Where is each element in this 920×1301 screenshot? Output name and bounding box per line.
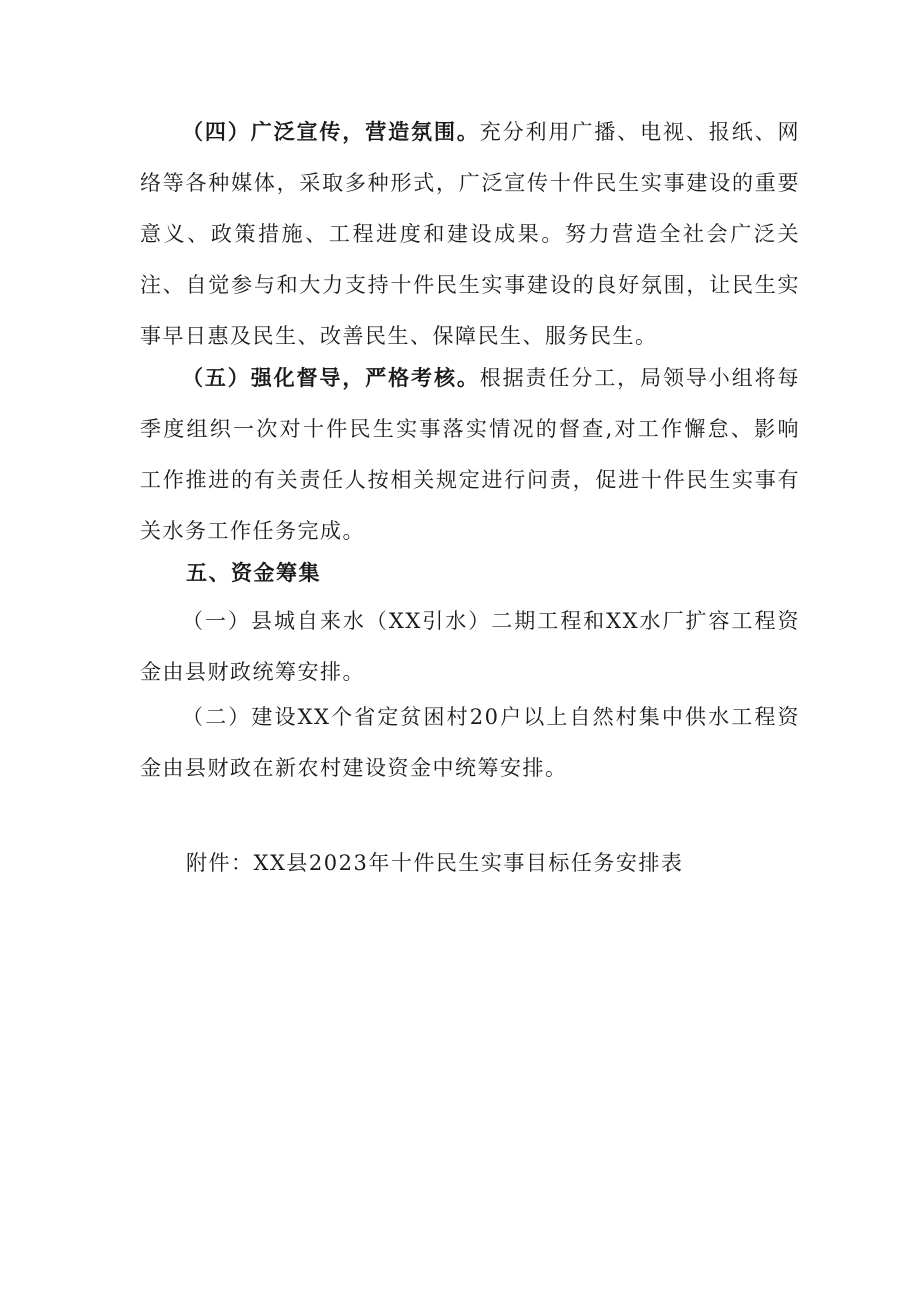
attachment-note: 附件：XX县2023年十件民生实事目标任务安排表 — [186, 851, 684, 875]
paragraph-lead: （四）广泛宣传，营造氛围。 — [182, 119, 480, 144]
paragraph-lead: （五）强化督导，严格考核。 — [182, 365, 480, 390]
paragraph-body: 充分利用广播、电视、报纸、网络等各种媒体，采取多种形式，广泛宣传十件民生实事建设的重要意义、政策措施、工程进度和建设成果。努力营造全社会广泛关注、自觉参与和大力支持十件民生实事建设的良好氛围，让民生实事早日惠及民生、改善民生、保障民生、服务民生。 — [140, 120, 800, 348]
paragraph-body: 根据责任分工，局领导小组将每季度组织一次对十件民生实事落实情况的督查,对工作懈怠、影响工作推进的有关责任人按相关规定进行问责，促进十件民生实事有关水务工作任务完成。 — [140, 366, 800, 543]
section-heading: 五、资金筹集 — [186, 560, 321, 585]
funding-item-1: （一）县城自来水（XX引水）二期工程和XX水厂扩容工程资金由县财政统筹安排。 — [140, 609, 800, 684]
paragraph-supervision — [140, 352, 800, 557]
funding-item-2: （二）建设XX个省定贫困村20户以上自然村集中供水工程资金由县财政在新农村建设资金中统筹安排。 — [140, 705, 800, 780]
paragraph-publicity — [140, 106, 800, 362]
